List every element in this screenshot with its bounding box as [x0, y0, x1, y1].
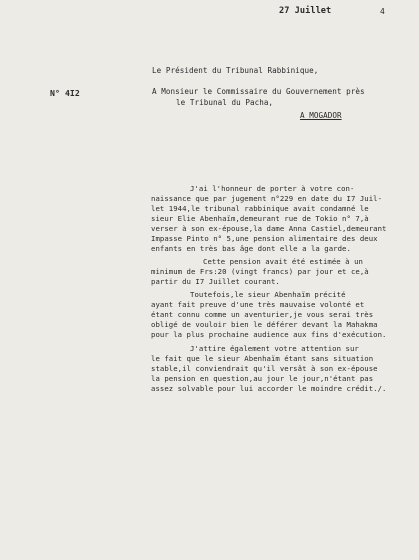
body-line: obligé de vouloir bien le déférer devant la Mahakma: [151, 320, 378, 329]
body-line: naissance que par jugement n°229 en date du I7 Juil-: [151, 194, 383, 203]
body-line: J'ai l'honneur de porter à votre con-: [190, 184, 355, 193]
date: 27 Juillet: [279, 6, 332, 16]
body-line: pour la plus prochaine audience aux fins d'exécution.: [151, 330, 387, 339]
addressee-line-2: le Tribunal du Pacha,: [176, 98, 274, 107]
body-line: étant connu comme un aventurier,je vous serai très: [151, 310, 374, 319]
body-line: Cette pension avait été estimée à un: [203, 257, 363, 266]
body-line: Impasse Pinto n° 5,une pension alimentaire des deux: [151, 234, 378, 243]
body-line: minimum de Frs:20 (vingt francs) par jour et ce,à: [151, 267, 369, 276]
body-line: stable,il conviendrait qu'il versât à son ex-épouse: [151, 364, 378, 373]
body-line: verser à son ex-épouse,la dame Anna Castiel,demeurant: [151, 224, 387, 233]
sender-line: Le Président du Tribunal Rabbinique,: [152, 66, 319, 75]
body-line: assez solvable pour lui accorder le moindre crédit./.: [151, 384, 387, 393]
body-line: ayant fait preuve d'une très mauvaise volonté et: [151, 300, 365, 309]
addressee-line-1: A Monsieur le Commissaire du Gouvernement près: [152, 87, 365, 96]
body-line: enfants en très bas âge dont elle a la garde.: [151, 244, 351, 253]
body-line: partir du I7 Juillet courant.: [151, 277, 280, 286]
body-line: Toutefois,le sieur Abenhaïm précité: [190, 290, 346, 299]
reference-number: N° 4I2: [50, 88, 80, 98]
body-line: la pension en question,au jour le jour,n'étant pas: [151, 374, 374, 383]
body-line: J'attire également votre attention sur: [190, 344, 359, 353]
page-number: 4: [380, 7, 385, 16]
body-line: le fait que le sieur Abenhaïm étant sans situation: [151, 354, 374, 363]
body-line: sieur Elie Abenhaïm,demeurant rue de Tokio n° 7,à: [151, 214, 369, 223]
addressee-place: A MOGADOR: [300, 111, 342, 120]
body-line: let 1944,le tribunal rabbinique avait condamné le: [151, 204, 369, 213]
